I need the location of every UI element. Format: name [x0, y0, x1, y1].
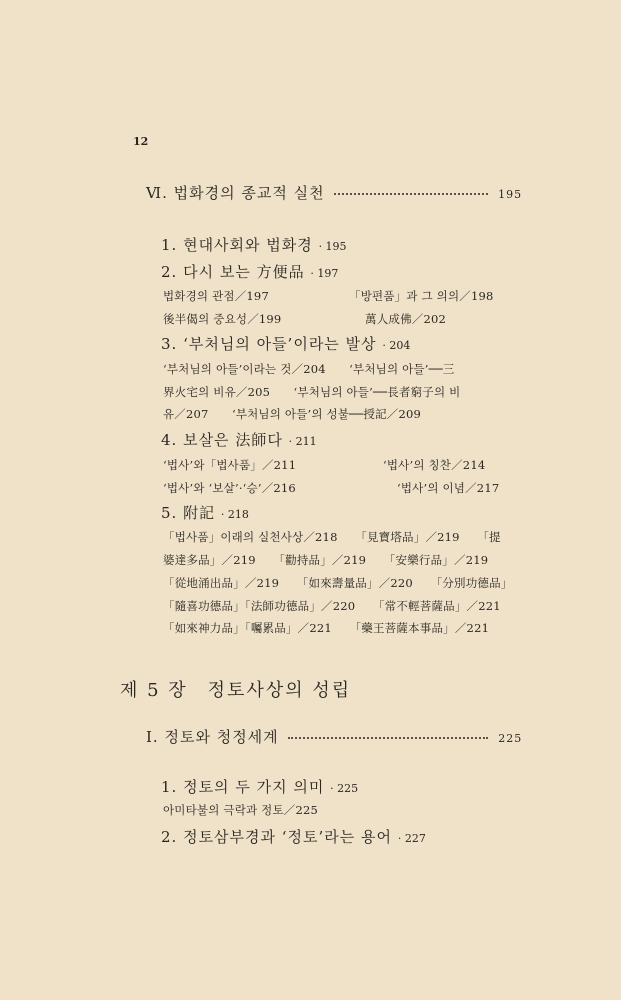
toc-item-line: ‘부처님의 아들’이라는 것／204 ‘부처님의 아들’──三 [163, 362, 455, 376]
subsection-title: 1. 현대사회와 법화경 [161, 236, 313, 254]
toc-item-line: 界火宅의 비유／205 ‘부처님의 아들’──長者窮子의 비 [163, 385, 461, 399]
subsection-heading [161, 333, 410, 354]
subsection-page: · 227 [397, 832, 426, 845]
toc-item-line: 「從地涌出品」／219 「如來壽量品」／220 「分別功德品」 [163, 576, 513, 590]
section-page: 195 [498, 188, 523, 201]
section-heading [146, 182, 522, 203]
toc-item-line: 유／207 ‘부처님의 아들’의 성불──授記／209 [163, 407, 422, 421]
toc-item: ‘법사’와 ‘보살’·‘승’／216 [163, 481, 296, 495]
toc-item-line: 婆達多品」／219 「勸持品」／219 「安樂行品」／219 [163, 553, 489, 567]
chapter-title: 제 5 장 정토사상의 성립 [120, 680, 352, 701]
toc-item: 아미타불의 극락과 정토／225 [163, 803, 319, 817]
section-title: Ⅵ. 법화경의 종교적 실천 [146, 184, 325, 202]
subsection-title: 2. 다시 보는 方便品 [161, 263, 305, 281]
subsection-title: 2. 정토삼부경과 ‘정토’라는 용어 [161, 828, 393, 846]
subsection-heading [161, 429, 317, 450]
toc-item-line: 「隨喜功德品」「法師功德品」／220 「常不輕菩薩品」／221 [163, 599, 501, 613]
toc-item: ‘법사’의 이념／217 [397, 481, 500, 495]
dot-leader [288, 737, 488, 739]
toc-item: ‘법사’의 칭찬／214 [383, 458, 486, 472]
toc-item-line: 「如來神力品」「囑累品」／221 「藥王菩薩本事品」／221 [163, 621, 490, 635]
subsection-heading [161, 261, 338, 282]
subsection-page: · 211 [288, 435, 317, 448]
subsection-title: 3. ‘부처님의 아들’이라는 발상 [161, 335, 377, 353]
section-page: 225 [498, 732, 523, 745]
subsection-heading [161, 234, 347, 255]
toc-item: 後半偈의 중요성／199 [163, 312, 282, 326]
subsection-page: · 197 [310, 267, 339, 280]
subsection-title: 4. 보살은 法師다 [161, 431, 283, 449]
subsection-page: · 218 [220, 508, 249, 521]
subsection-title: 5. 附記 [161, 504, 216, 522]
subsection-page: · 195 [318, 240, 347, 253]
section-title: Ⅰ. 정토와 청정세계 [146, 728, 279, 746]
subsection-heading [161, 502, 249, 523]
dot-leader [334, 193, 488, 195]
toc-item-line: 「법사품」이래의 실천사상／218 「見寶塔品」／219 「提 [163, 530, 501, 544]
section-heading [146, 726, 522, 747]
subsection-page: · 204 [382, 339, 411, 352]
page-number: 12 [133, 135, 149, 148]
subsection-title: 1. 정토의 두 가지 의미 [161, 778, 325, 796]
toc-item: 「방편품」과 그 의의／198 [349, 289, 494, 303]
subsection-page: · 225 [330, 782, 359, 795]
subsection-heading [161, 776, 358, 797]
toc-item: 법화경의 관점／197 [163, 289, 269, 303]
subsection-heading [161, 826, 426, 847]
toc-item: ‘법사’와「법사품」／211 [163, 458, 297, 472]
toc-item: 萬人成佛／202 [365, 312, 447, 326]
